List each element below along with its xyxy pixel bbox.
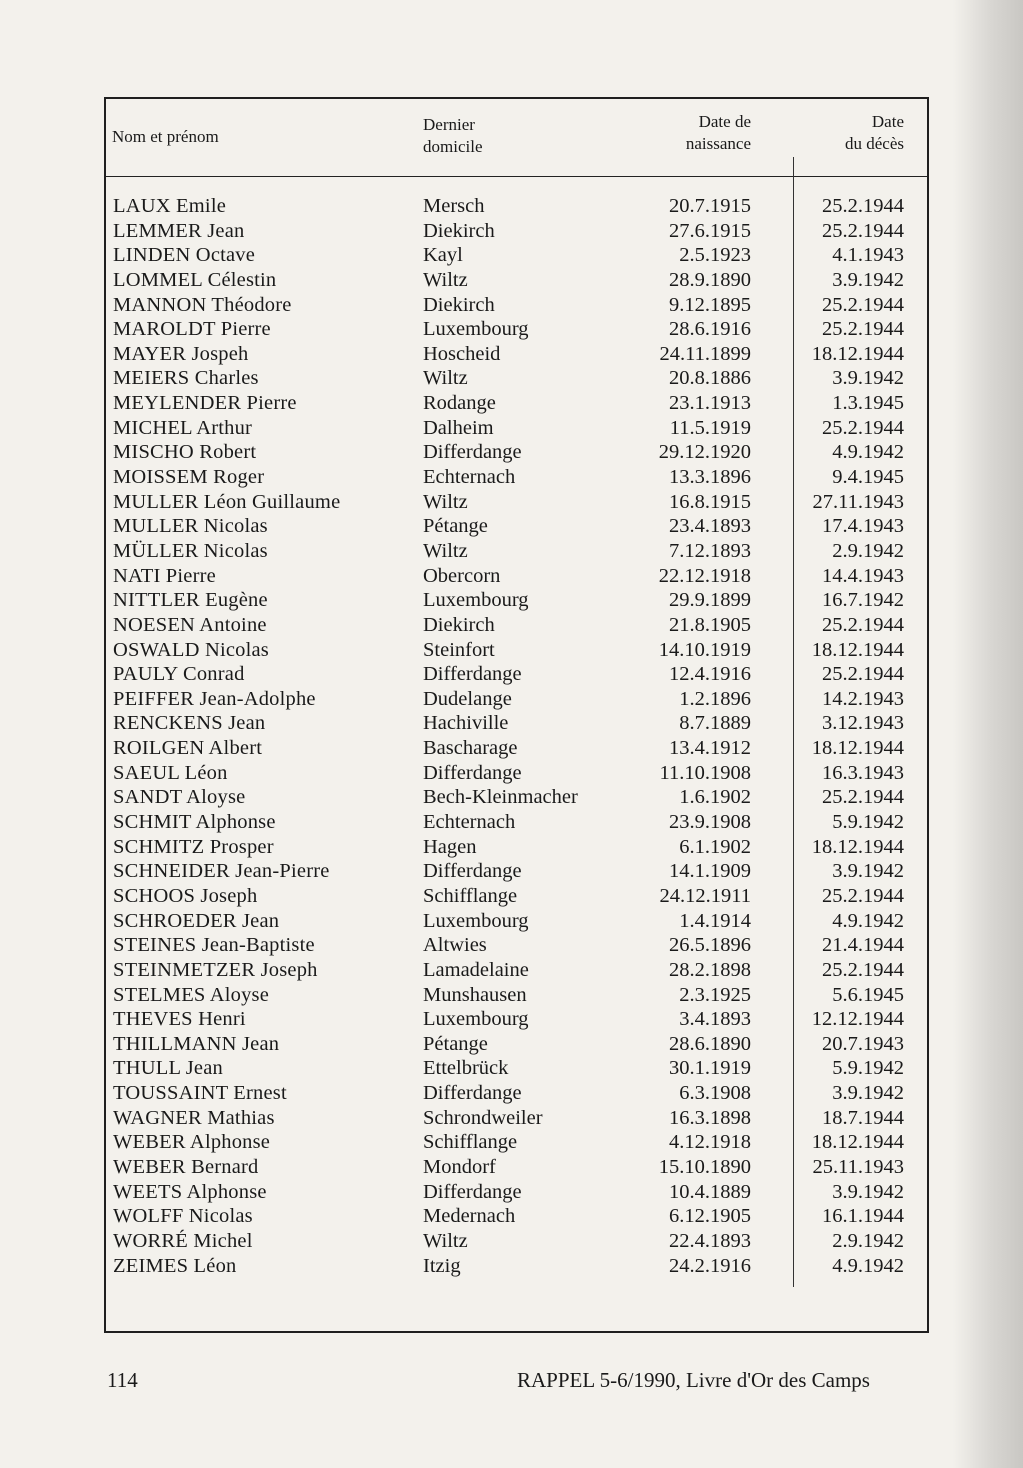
birth-date: 20.8.1886 <box>669 367 751 390</box>
person-name: THULL Jean <box>113 1057 223 1080</box>
person-name: LOMMEL Célestin <box>113 268 277 291</box>
last-domicile: Schrondweiler <box>423 1106 543 1129</box>
person-name: SANDT Aloyse <box>113 786 246 809</box>
birth-date: 10.4.1889 <box>669 1180 751 1203</box>
person-name: SCHOOS Joseph <box>113 884 258 907</box>
death-date: 3.9.1942 <box>832 367 904 390</box>
birth-date: 27.6.1915 <box>669 219 751 242</box>
death-date: 17.4.1943 <box>822 515 904 538</box>
death-date: 1.3.1945 <box>832 392 904 415</box>
table-row <box>106 860 927 885</box>
death-date: 18.12.1944 <box>811 835 904 858</box>
table-row <box>106 762 927 787</box>
person-name: SCHROEDER Jean <box>113 909 280 932</box>
person-name: SAEUL Léon <box>113 761 228 784</box>
last-domicile: Diekirch <box>423 219 495 242</box>
death-date: 5.6.1945 <box>832 983 904 1006</box>
birth-date: 24.12.1911 <box>659 884 751 907</box>
last-domicile: Differdange <box>423 860 522 883</box>
death-date: 14.4.1943 <box>822 564 904 587</box>
table-row <box>106 540 927 565</box>
table-row <box>106 1082 927 1107</box>
death-date: 16.1.1944 <box>822 1205 904 1228</box>
person-name: WEBER Alphonse <box>113 1131 271 1154</box>
death-date: 2.9.1942 <box>832 539 904 562</box>
person-name: THEVES Henri <box>113 1008 246 1031</box>
person-name: NATI Pierre <box>113 564 216 587</box>
person-name: MEYLENDER Pierre <box>113 392 297 415</box>
last-domicile: Luxembourg <box>423 1008 529 1031</box>
death-date: 25.2.1944 <box>822 786 904 809</box>
birth-date: 13.4.1912 <box>669 737 751 760</box>
table-row <box>106 269 927 294</box>
last-domicile: Luxembourg <box>423 909 529 932</box>
death-date: 9.4.1945 <box>832 466 904 489</box>
death-date: 25.2.1944 <box>822 416 904 439</box>
death-date: 2.9.1942 <box>832 1229 904 1252</box>
table-row <box>106 195 927 220</box>
page-number: 114 <box>107 1368 138 1392</box>
last-domicile: Pétange <box>423 515 488 538</box>
last-domicile: Wiltz <box>423 268 468 291</box>
person-name: PEIFFER Jean-Adolphe <box>113 687 316 710</box>
death-date: 3.9.1942 <box>832 268 904 291</box>
birth-date: 13.3.1896 <box>669 466 751 489</box>
birth-date: 3.4.1893 <box>679 1008 751 1031</box>
last-domicile: Mersch <box>423 195 485 217</box>
last-domicile: Differdange <box>423 1180 522 1203</box>
last-domicile: Wiltz <box>423 1229 468 1252</box>
last-domicile: Bech-Kleinmacher <box>423 786 578 809</box>
birth-date: 14.1.1909 <box>669 860 751 883</box>
death-date: 21.4.1944 <box>822 934 904 957</box>
table-row <box>106 1057 927 1082</box>
last-domicile: Differdange <box>423 1082 522 1105</box>
person-name: WEBER Bernard <box>113 1155 259 1178</box>
death-date: 5.9.1942 <box>832 811 904 834</box>
last-domicile: Kayl <box>423 244 463 267</box>
table-row <box>106 392 927 417</box>
publication-source: RAPPEL 5-6/1990, Livre d'Or des Camps <box>517 1368 870 1392</box>
person-name: STELMES Aloyse <box>113 983 269 1006</box>
birth-date: 28.6.1916 <box>669 318 751 341</box>
person-name: ZEIMES Léon <box>113 1254 237 1277</box>
last-domicile: Hachiville <box>423 712 509 735</box>
page-edge-shadow <box>953 0 1023 1468</box>
birth-date: 8.7.1889 <box>679 712 751 735</box>
birth-date: 23.4.1893 <box>669 515 751 538</box>
person-name: LINDEN Octave <box>113 244 256 267</box>
last-domicile: Hoscheid <box>423 342 501 365</box>
table-row <box>106 786 927 811</box>
birth-date: 6.3.1908 <box>679 1082 751 1105</box>
person-name: PAULY Conrad <box>113 663 245 686</box>
birth-date: 20.7.1915 <box>669 195 751 217</box>
person-name: NOESEN Antoine <box>113 613 267 636</box>
last-domicile: Wiltz <box>423 539 468 562</box>
birth-date: 15.10.1890 <box>658 1155 751 1178</box>
birth-date: 30.1.1919 <box>669 1057 751 1080</box>
table-row <box>106 910 927 935</box>
last-domicile: Lamadelaine <box>423 958 529 981</box>
person-name: LAUX Emile <box>113 195 227 217</box>
death-date: 18.12.1944 <box>811 1131 904 1154</box>
death-date: 25.2.1944 <box>822 613 904 636</box>
birth-date: 14.10.1919 <box>658 638 751 661</box>
last-domicile: Schifflange <box>423 884 518 907</box>
last-domicile: Steinfort <box>423 638 495 661</box>
death-date: 12.12.1944 <box>811 1008 904 1031</box>
death-date: 18.12.1944 <box>811 737 904 760</box>
person-name: NITTLER Eugène <box>113 589 268 612</box>
person-name: THILLMANN Jean <box>113 1032 280 1055</box>
birth-date: 11.10.1908 <box>659 761 751 784</box>
table-row <box>106 688 927 713</box>
table-row <box>106 589 927 614</box>
birth-date: 4.12.1918 <box>669 1131 751 1154</box>
header-death-date: Date du décès <box>844 112 904 153</box>
last-domicile: Echternach <box>423 466 516 489</box>
death-date: 5.9.1942 <box>832 1057 904 1080</box>
last-domicile: Wiltz <box>423 490 468 513</box>
birth-date: 23.9.1908 <box>669 811 751 834</box>
table-row <box>106 565 927 590</box>
death-date: 27.11.1943 <box>812 490 904 513</box>
death-date: 18.7.1944 <box>822 1106 904 1129</box>
person-name: MAROLDT Pierre <box>113 318 271 341</box>
table-row <box>106 417 927 442</box>
death-date: 3.9.1942 <box>832 860 904 883</box>
birth-date: 11.5.1919 <box>669 416 751 439</box>
death-date: 16.7.1942 <box>822 589 904 612</box>
death-date: 25.2.1944 <box>822 663 904 686</box>
person-name: MANNON Théodore <box>113 293 292 316</box>
birth-date: 28.9.1890 <box>669 268 751 291</box>
person-name: STEINMETZER Joseph <box>113 958 318 981</box>
death-date: 14.2.1943 <box>822 687 904 710</box>
person-name: ROILGEN Albert <box>113 737 263 760</box>
death-date: 3.9.1942 <box>832 1082 904 1105</box>
header-name: Nom et prénom <box>112 127 219 146</box>
person-name: SCHMIT Alphonse <box>113 811 276 834</box>
person-name: SCHNEIDER Jean-Pierre <box>113 860 330 883</box>
death-date: 16.3.1943 <box>822 761 904 784</box>
death-date: 25.2.1944 <box>822 195 904 217</box>
last-domicile: Diekirch <box>423 613 495 636</box>
table-row <box>106 959 927 984</box>
person-name: WEETS Alphonse <box>113 1180 267 1203</box>
table-row <box>106 1181 927 1206</box>
birth-date: 6.1.1902 <box>679 835 751 858</box>
person-name: MULLER Nicolas <box>113 515 268 538</box>
death-date: 4.9.1942 <box>832 441 904 464</box>
last-domicile: Bascharage <box>423 737 518 760</box>
last-domicile: Differdange <box>423 441 522 464</box>
last-domicile: Differdange <box>423 761 522 784</box>
birth-date: 21.8.1905 <box>669 613 751 636</box>
last-domicile: Mondorf <box>423 1155 496 1178</box>
person-name: WOLFF Nicolas <box>113 1205 253 1228</box>
table-header <box>106 99 927 177</box>
last-domicile: Schifflange <box>423 1131 518 1154</box>
table-row <box>106 885 927 910</box>
birth-date: 1.4.1914 <box>679 909 751 932</box>
birth-date: 2.3.1925 <box>679 983 751 1006</box>
birth-date: 28.2.1898 <box>669 958 751 981</box>
death-date: 25.2.1944 <box>822 318 904 341</box>
person-name: MULLER Léon Guillaume <box>113 490 341 513</box>
person-name: STEINES Jean-Baptiste <box>113 934 315 957</box>
death-date: 3.12.1943 <box>822 712 904 735</box>
table-row <box>106 639 927 664</box>
person-name: LEMMER Jean <box>113 219 245 242</box>
last-domicile: Luxembourg <box>423 589 529 612</box>
table-frame <box>104 97 929 1333</box>
birth-date: 24.2.1916 <box>669 1254 751 1277</box>
person-name: WORRÉ Michel <box>113 1229 253 1252</box>
person-name: MICHEL Arthur <box>113 416 253 439</box>
table-row <box>106 1230 927 1255</box>
table-row <box>106 244 927 269</box>
death-date: 4.9.1942 <box>832 1254 904 1277</box>
table-row <box>106 1107 927 1132</box>
table-row <box>106 318 927 343</box>
death-date: 20.7.1943 <box>822 1032 904 1055</box>
person-name: TOUSSAINT Ernest <box>113 1082 287 1105</box>
last-domicile: Medernach <box>423 1205 516 1228</box>
person-name: MÜLLER Nicolas <box>113 539 268 562</box>
table-row <box>106 515 927 540</box>
last-domicile: Luxembourg <box>423 318 529 341</box>
death-date: 4.1.1943 <box>832 244 904 267</box>
table-row <box>106 663 927 688</box>
table-row <box>106 343 927 368</box>
birth-date: 1.2.1896 <box>679 687 751 710</box>
death-date: 25.2.1944 <box>822 293 904 316</box>
birth-date: 28.6.1890 <box>669 1032 751 1055</box>
birth-date: 16.8.1915 <box>669 490 751 513</box>
person-name: MEIERS Charles <box>113 367 259 390</box>
birth-date: 9.12.1895 <box>669 293 751 316</box>
person-name: MISCHO Robert <box>113 441 257 464</box>
birth-date: 22.12.1918 <box>658 564 751 587</box>
last-domicile: Ettelbrück <box>423 1057 509 1080</box>
person-name: MAYER Jospeh <box>113 342 249 365</box>
header-birth-date: Date de naissance <box>685 112 751 153</box>
birth-date: 16.3.1898 <box>669 1106 751 1129</box>
table-row <box>106 984 927 1009</box>
header-domicile: Dernier domicile <box>423 115 483 156</box>
table-row <box>106 1131 927 1156</box>
last-domicile: Pétange <box>423 1032 488 1055</box>
table-row <box>106 712 927 737</box>
table-row <box>106 491 927 516</box>
table-row <box>106 1205 927 1230</box>
table-row <box>106 1255 927 1280</box>
last-domicile: Echternach <box>423 811 516 834</box>
last-domicile: Wiltz <box>423 367 468 390</box>
last-domicile: Dudelange <box>423 687 512 710</box>
death-date: 25.2.1944 <box>822 219 904 242</box>
person-name: SCHMITZ Prosper <box>113 835 274 858</box>
last-domicile: Differdange <box>423 663 522 686</box>
last-domicile: Rodange <box>423 392 496 415</box>
table-row <box>106 934 927 959</box>
last-domicile: Obercorn <box>423 564 501 587</box>
person-name: MOISSEM Roger <box>113 466 265 489</box>
death-date: 18.12.1944 <box>811 342 904 365</box>
table-row <box>106 1033 927 1058</box>
birth-date: 12.4.1916 <box>669 663 751 686</box>
birth-date: 26.5.1896 <box>669 934 751 957</box>
table-row <box>106 220 927 245</box>
birth-date: 29.9.1899 <box>669 589 751 612</box>
birth-date: 22.4.1893 <box>669 1229 751 1252</box>
person-name: RENCKENS Jean <box>113 712 266 735</box>
birth-date: 2.5.1923 <box>679 244 751 267</box>
death-date: 4.9.1942 <box>832 909 904 932</box>
last-domicile: Diekirch <box>423 293 495 316</box>
table-row <box>106 811 927 836</box>
table-row <box>106 614 927 639</box>
birth-date: 29.12.1920 <box>658 441 751 464</box>
death-date: 25.11.1943 <box>812 1155 904 1178</box>
table-row <box>106 737 927 762</box>
last-domicile: Munshausen <box>423 983 527 1006</box>
table-row <box>106 1008 927 1033</box>
birth-date: 23.1.1913 <box>669 392 751 415</box>
table-row <box>106 441 927 466</box>
last-domicile: Altwies <box>423 934 487 957</box>
birth-date: 7.12.1893 <box>669 539 751 562</box>
death-date: 25.2.1944 <box>822 884 904 907</box>
death-date: 3.9.1942 <box>832 1180 904 1203</box>
last-domicile: Hagen <box>423 835 477 858</box>
person-name: WAGNER Mathias <box>113 1106 275 1129</box>
death-date: 18.12.1944 <box>811 638 904 661</box>
birth-date: 24.11.1899 <box>659 342 751 365</box>
birth-date: 1.6.1902 <box>679 786 751 809</box>
birth-date: 6.12.1905 <box>669 1205 751 1228</box>
last-domicile: Itzig <box>423 1254 461 1277</box>
death-date: 25.2.1944 <box>822 958 904 981</box>
table-row <box>106 367 927 392</box>
table-row <box>106 1156 927 1181</box>
table-row <box>106 294 927 319</box>
last-domicile: Dalheim <box>423 416 494 439</box>
table-body <box>106 195 927 1279</box>
person-name: OSWALD Nicolas <box>113 638 269 661</box>
table-row <box>106 836 927 861</box>
table-row <box>106 466 927 491</box>
